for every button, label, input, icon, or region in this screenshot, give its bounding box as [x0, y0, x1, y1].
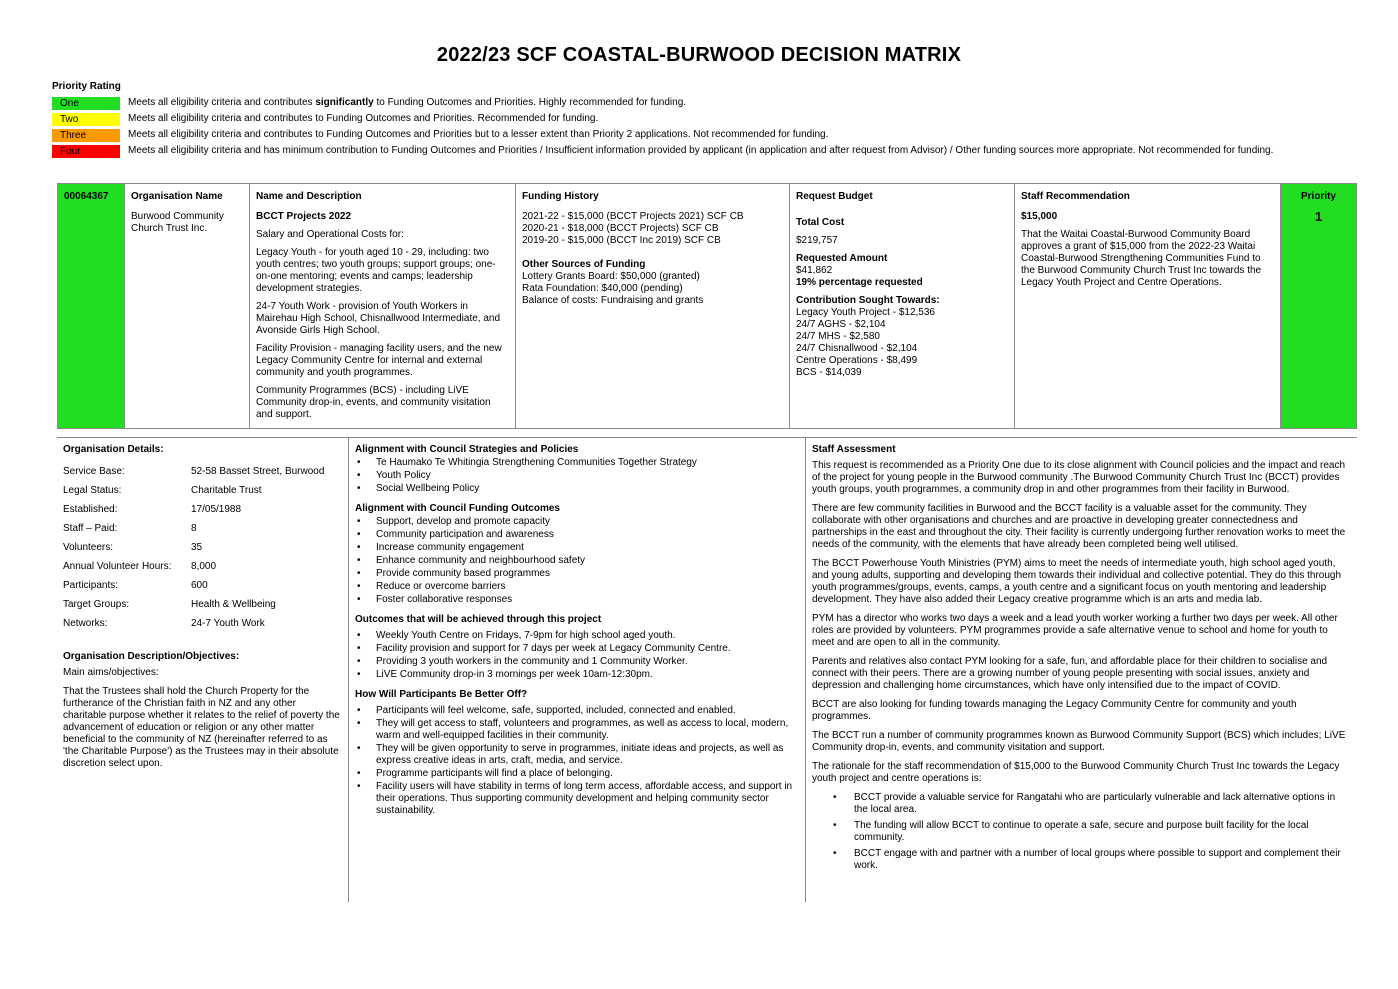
organisation-objectives-heading: Organisation Description/Objectives:	[63, 651, 240, 662]
detail-row	[63, 599, 342, 611]
priority-text-emphasis: significantly	[315, 97, 374, 108]
contribution-item: 24/7 Chisnallwood - $2,104	[796, 343, 918, 354]
priority-heading: Priority	[1300, 191, 1336, 202]
detail-value: Charitable Trust	[191, 485, 262, 496]
priority-cell	[1281, 184, 1356, 428]
priority-text: Meets all eligibility criteria and contributes	[128, 97, 316, 108]
contribution-sought-label: Contribution Sought Towards:	[796, 295, 940, 306]
main-aims-label: Main aims/objectives:	[63, 667, 159, 678]
priority-value: 1	[1314, 209, 1323, 224]
description-paragraph: 24-7 Youth Work - provision of Youth Workers in Mairehau High School, Chisnallwood Intermediate, and Avonside Girls High School.	[256, 301, 501, 336]
alignment-column	[349, 438, 806, 902]
organisation-details-column	[57, 438, 349, 902]
priority-description	[128, 97, 686, 109]
decision-matrix-row	[57, 183, 1357, 429]
funding-outcome-item: • Increase community engagement	[355, 542, 799, 554]
requested-amount-value: $41,862	[796, 265, 833, 276]
project-outcome-item: • LiVE Community drop-in 3 mornings per week 10am-12:30pm.	[355, 669, 799, 681]
total-cost-value: $219,757	[796, 235, 838, 246]
funding-history-item: 2020-21 - $18,000 (BCCT Projects) SCF CB	[522, 223, 719, 234]
contribution-item: Centre Operations - $8,499	[796, 355, 918, 366]
funding-history-item: 2019-20 - $15,000 (BCCT Inc 2019) SCF CB	[522, 235, 721, 246]
funding-history-cell	[516, 184, 790, 428]
details-section	[57, 437, 1357, 902]
contribution-item: BCS - $14,039	[796, 367, 862, 378]
main-aims-text: That the Trustees shall hold the Church Property for the furtherance of the Christian faith in NZ and any other charitable purpose whether it relates to the relief of poverty the advancement of education or religion or any other matter beneficial to the community of NZ (hereinafter referred to as 'the Charitable Purpose') as the Trustees may in their absolute discretion select upon.	[63, 686, 340, 769]
priority-rating-row	[52, 97, 1352, 110]
detail-label: Established:	[63, 504, 118, 515]
funding-outcome-item: • Provide community based programmes	[355, 568, 799, 580]
priority-description	[128, 145, 1273, 157]
funding-outcome-item: • Support, develop and promote capacity	[355, 516, 799, 528]
request-budget-heading: Request Budget	[796, 191, 873, 202]
name-description-cell	[250, 184, 516, 428]
priority-swatch: Two	[52, 113, 120, 126]
detail-value: Health & Wellbeing	[191, 599, 276, 610]
project-outcomes-heading: Outcomes that will be achieved through this project	[355, 614, 602, 625]
contribution-sought-list	[796, 307, 1008, 379]
organisation-name: Burwood Community Church Trust Inc.	[131, 211, 224, 234]
project-outcome-item: • Providing 3 youth workers in the community and 1 Community Worker.	[355, 656, 799, 668]
participants-heading: How Will Participants Be Better Off?	[355, 689, 528, 700]
strategy-item: • Te Haumako Te Whitingia Strengthening Communities Together Strategy	[355, 457, 799, 469]
staff-assessment-heading: Staff Assessment	[812, 444, 896, 455]
detail-row	[63, 618, 342, 630]
participant-benefit-item: • Facility users will have stability in terms of long term access, affordable access, and support in their operations. Thus supporting community development and helping community sector sustainability.	[355, 781, 799, 817]
other-funding-item: Lottery Grants Board: $50,000 (granted)	[522, 271, 700, 282]
detail-label: Participants:	[63, 580, 119, 591]
detail-value: 35	[191, 542, 203, 553]
total-cost-label: Total Cost	[796, 217, 845, 228]
priority-rating-legend	[52, 81, 1352, 161]
assessment-paragraph: The rationale for the staff recommendation of $15,000 to the Burwood Community Church Trust Inc towards the Legacy youth project and centre operations is:	[812, 761, 1340, 784]
detail-value: 600	[191, 580, 208, 591]
detail-label: Legal Status:	[63, 485, 122, 496]
recommended-amount: $15,000	[1021, 211, 1058, 222]
detail-row	[63, 561, 342, 573]
page-title: 2022/23 SCF COASTAL-BURWOOD DECISION MATRIX	[436, 44, 962, 66]
project-outcome-item: • Weekly Youth Centre on Fridays, 7-9pm for high school aged youth.	[355, 630, 799, 642]
project-outcomes-list	[355, 630, 799, 681]
description-paragraph: Facility Provision - managing facility users, and the new Legacy Community Centre for internal and external community and youth programmes.	[256, 343, 502, 378]
priority-rating-rows	[52, 97, 1352, 158]
other-funding-item: Rata Foundation: $40,000 (pending)	[522, 283, 683, 294]
detail-value: 8	[191, 523, 197, 534]
funding-outcome-item: • Reduce or overcome barriers	[355, 581, 799, 593]
priority-rating-row	[52, 129, 1352, 142]
organisation-details-list	[63, 466, 342, 630]
participant-benefit-item: • Programme participants will find a place of belonging.	[355, 768, 799, 780]
funding-outcomes-list	[355, 516, 799, 606]
detail-row	[63, 466, 342, 478]
organisation-name-cell	[125, 184, 250, 428]
detail-row	[63, 523, 342, 535]
contribution-item: 24/7 MHS - $2,580	[796, 331, 880, 342]
priority-rating-row	[52, 145, 1352, 158]
staff-assessment-text	[812, 460, 1351, 785]
percentage-requested: 19% percentage requested	[796, 277, 923, 288]
other-funding-item: Balance of costs: Fundraising and grants	[522, 295, 704, 306]
detail-row	[63, 542, 342, 554]
participant-benefit-item: • They will be given opportunity to serve in programmes, initiate ideas and projects, as well as express creative ideas in arts, craft, media, and service.	[355, 743, 799, 767]
contribution-item: 24/7 AGHS - $2,104	[796, 319, 886, 330]
staff-recommendation-heading: Staff Recommendation	[1021, 191, 1130, 202]
project-description	[256, 229, 509, 421]
priority-text: Meets all eligibility criteria and has minimum contribution to Funding Outcomes and Priorities / Insufficient information provided by applicant (in application and after request from Advisor) / Other funding sources more appropriate. Not recommended for funding.	[128, 145, 1274, 156]
name-description-heading: Name and Description	[256, 191, 362, 202]
detail-value: 17/05/1988	[191, 504, 242, 515]
detail-label: Volunteers:	[63, 542, 114, 553]
priority-swatch: One	[52, 97, 120, 110]
detail-label: Target Groups:	[63, 599, 130, 610]
funding-outcome-item: • Community participation and awareness	[355, 529, 799, 541]
detail-label: Networks:	[63, 618, 108, 629]
strategies-list	[355, 457, 799, 495]
participant-benefit-item: • They will get access to staff, volunteers and programmes, as well as access to local, modern, warm and well-equipped facilities in their community.	[355, 718, 799, 742]
assessment-paragraph: BCCT are also looking for funding towards managing the Legacy Community Centre for community and youth programmes.	[812, 699, 1297, 722]
priority-description	[128, 129, 828, 141]
strategies-heading: Alignment with Council Strategies and Policies	[355, 444, 579, 455]
project-name: BCCT Projects 2022	[256, 211, 352, 222]
detail-row	[63, 485, 342, 497]
detail-label: Annual Volunteer Hours:	[63, 561, 172, 572]
priority-swatch: Four	[52, 145, 120, 158]
application-id-cell	[58, 184, 125, 428]
strategy-item: • Youth Policy	[355, 470, 799, 482]
detail-row	[63, 580, 342, 592]
recommendation-text: That the Waitai Coastal-Burwood Community Board approves a grant of $15,000 from the 2022-23 Waitai Coastal-Burwood Strengthening Communities Fund to the Burwood Community Church Trust Inc towards the Legacy Youth Project and Centre Operations.	[1021, 229, 1262, 288]
participants-list	[355, 705, 799, 817]
assessment-paragraph: The BCCT run a number of community programmes known as Burwood Community Support (BCS) which includes; LiVE Community drop-in, events, and community visitation and support.	[812, 730, 1346, 753]
priority-swatch: Three	[52, 129, 120, 142]
detail-label: Staff – Paid:	[63, 523, 118, 534]
requested-amount-label: Requested Amount	[796, 253, 888, 264]
priority-text: to Funding Outcomes and Priorities. Highly recommended for funding.	[373, 97, 687, 108]
other-funding-list	[522, 271, 783, 307]
assessment-paragraph: This request is recommended as a Priority One due to its close alignment with Council policies and the impact and reach of the project for young people in the Burwood community .The Burwood Community Church Trust Inc (BCCT) provides youth groups, youth programmes, a community drop in and other programmes from their facility in Burwood.	[812, 460, 1346, 495]
assessment-paragraph: The BCCT Powerhouse Youth Ministries (PYM) aims to meet the needs of intermediate youth, high school aged youth, and young adults, supporting and developing them towards their individual and collective potential. They do this through youth programmes/groups, events, camps, a youth centre and a significant focus on youth mentoring and leadership development. They have also added their Legacy creative programme which is an arts and media lab.	[812, 558, 1342, 605]
project-outcome-item: • Facility provision and support for 7 days per week at Legacy Community Centre.	[355, 643, 799, 655]
assessment-paragraph: Parents and relatives also contact PYM looking for a safe, fun, and affordable place for their children to socialise and connect with their peers. There are a growing number of young people presenting with social issues, anxiety and depression and challenging home circumstances, which have only intensified due to the impact of COVID.	[812, 656, 1328, 691]
priority-text: Meets all eligibility criteria and contributes to Funding Outcomes and Priorities but to a lesser extent than Priority 2 applications. Not recommended for funding.	[128, 129, 829, 140]
staff-assessment-column	[806, 438, 1357, 902]
priority-text: Meets all eligibility criteria and contributes to Funding Outcomes and Priorities. Recommended for funding.	[128, 113, 599, 124]
funding-history-list	[522, 211, 783, 247]
funding-outcome-item: • Foster collaborative responses	[355, 594, 799, 606]
rationale-item: • The funding will allow BCCT to continue to operate a safe, secure and purpose built facility for the local community.	[812, 820, 1351, 844]
priority-description	[128, 113, 598, 125]
organisation-details-heading: Organisation Details:	[63, 444, 164, 455]
contribution-item: Legacy Youth Project - $12,536	[796, 307, 935, 318]
strategy-item: • Social Wellbeing Policy	[355, 483, 799, 495]
staff-recommendation-cell	[1015, 184, 1281, 428]
request-budget-cell	[790, 184, 1015, 428]
rationale-item: • BCCT provide a valuable service for Rangatahi who are particularly vulnerable and lack alternative options in the local area.	[812, 792, 1351, 816]
assessment-paragraph: PYM has a director who works two days a week and a lead youth worker working a further two days per week. All other roles are provided by volunteers. PYM programmes provide a safe alternative venue to school and home for youth to meet and are open to all in the community.	[812, 613, 1338, 648]
rationale-item: • BCCT engage with and partner with a number of local groups where possible to support and complement their work.	[812, 848, 1351, 872]
organisation-name-heading: Organisation Name	[131, 191, 223, 202]
description-paragraph: Salary and Operational Costs for:	[256, 229, 404, 240]
funding-outcome-item: • Enhance community and neighbourhood safety	[355, 555, 799, 567]
detail-row	[63, 504, 342, 516]
funding-outcomes-heading: Alignment with Council Funding Outcomes	[355, 503, 560, 514]
detail-label: Service Base:	[63, 466, 125, 477]
assessment-paragraph: There are few community facilities in Burwood and the BCCT facility is a valuable asset for the community. They collaborate with other organisations and churches and are proactive in developing greater connectedness and partnerships in the east and throughout the city. Their facility is currently undergoing further renovation works to meet the needs of the community, with the elements that have already been completed being well utilised.	[812, 503, 1346, 550]
priority-rating-row	[52, 113, 1352, 126]
funding-history-heading: Funding History	[522, 191, 599, 202]
detail-value: 8,000	[191, 561, 217, 572]
priority-rating-heading: Priority Rating	[52, 81, 121, 92]
application-id: 00064367	[64, 191, 109, 202]
other-funding-heading: Other Sources of Funding	[522, 259, 646, 270]
detail-value: 24-7 Youth Work	[191, 618, 265, 629]
participant-benefit-item: • Participants will feel welcome, safe, supported, included, connected and enabled.	[355, 705, 799, 717]
description-paragraph: Community Programmes (BCS) - including LiVE Community drop-in, events, and community visitation and support.	[256, 385, 491, 420]
funding-history-item: 2021-22 - $15,000 (BCCT Projects 2021) SCF CB	[522, 211, 744, 222]
rationale-list	[812, 792, 1351, 872]
detail-value: 52-58 Basset Street, Burwood	[191, 466, 325, 477]
description-paragraph: Legacy Youth - for youth aged 10 - 29, including: two youth centres; two youth groups; support groups; one-on-one mentoring; events and camps; leadership development strategies.	[256, 247, 496, 294]
